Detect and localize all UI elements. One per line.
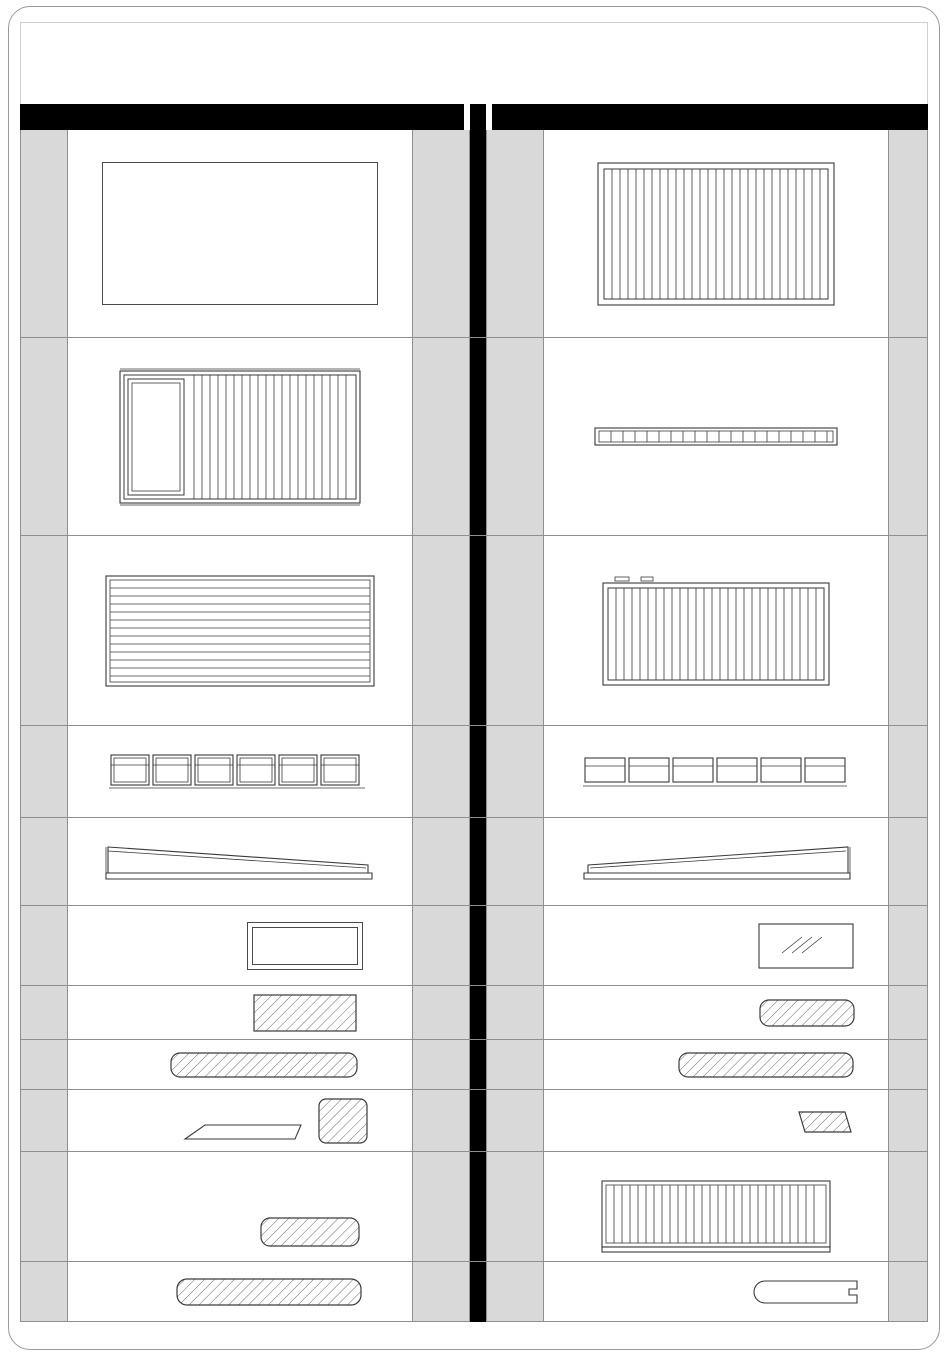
catalog-table (20, 22, 928, 1322)
row-code-cell (412, 1040, 470, 1089)
figure-cell-left (68, 1262, 412, 1322)
figure-cell-right (544, 338, 888, 535)
binding-spine (470, 818, 486, 905)
row-index-cell-right (486, 986, 544, 1039)
binding-spine (470, 1090, 486, 1151)
header-left-figure (68, 104, 406, 130)
figure-cell-right (544, 1040, 888, 1089)
figure-cell-left (68, 536, 412, 725)
row-code-cell-right (888, 1090, 928, 1151)
row-code-cell (412, 818, 470, 905)
segmented-module-strip-six (109, 751, 371, 793)
row-index-cell-right (486, 906, 544, 985)
row-code-cell-right (888, 726, 928, 817)
table-header-row (20, 104, 928, 130)
row-index-cell (20, 906, 68, 985)
vertical-slat-grille-panel (596, 161, 836, 307)
binding-spine (470, 1262, 486, 1322)
row-index-cell (20, 818, 68, 905)
table-row (20, 130, 928, 338)
row-code-cell (412, 726, 470, 817)
figure-cell-left (68, 818, 412, 905)
row-code-cell-right (888, 130, 928, 337)
figure-cell-left (68, 726, 412, 817)
binding-spine (470, 906, 486, 985)
trapezoid-plus-hatched-square (177, 1095, 373, 1147)
binding-spine (470, 986, 486, 1039)
table-row (20, 818, 928, 906)
table-row (20, 1152, 928, 1262)
figure-cell-right (544, 906, 888, 985)
row-index-cell (20, 1040, 68, 1089)
binding-spine (470, 130, 486, 337)
binding-spine (470, 536, 486, 725)
hatched-rectangle (253, 994, 357, 1032)
hatched-rounded-block (260, 1217, 360, 1247)
catalog-rows (20, 130, 928, 1322)
row-index-cell-right (486, 536, 544, 725)
figure-cell-left (68, 1040, 412, 1089)
hatched-long-pill (170, 1052, 358, 1078)
row-code-cell-right (888, 818, 928, 905)
figure-cell-left (68, 906, 412, 985)
row-code-cell-right (888, 338, 928, 535)
header-right-index (492, 104, 550, 130)
row-index-cell-right (486, 338, 544, 535)
binding-spine (470, 1040, 486, 1089)
vertical-slat-panel-with-vents (601, 573, 831, 689)
figure-cell-right (544, 1262, 888, 1322)
figure-cell-left (68, 986, 412, 1039)
row-code-cell (412, 1262, 470, 1322)
row-code-cell-right (888, 1262, 928, 1322)
row-code-cell (412, 130, 470, 337)
figure-cell-right (544, 726, 888, 817)
figure-cell-left (68, 1090, 412, 1151)
figure-cell-right (544, 536, 888, 725)
small-double-frame-rectangle (247, 922, 363, 970)
header-left-index (20, 104, 68, 130)
header-spine (470, 104, 486, 130)
figure-cell-left (68, 130, 412, 337)
tall-vertical-slat-grille (600, 1179, 832, 1255)
figure-cell-left (68, 338, 412, 535)
figure-cell-right (544, 986, 888, 1039)
row-index-cell-right (486, 1090, 544, 1151)
row-code-cell (412, 338, 470, 535)
tapered-wedge-profile-left (104, 839, 376, 885)
hatched-rounded-pill-small (759, 999, 855, 1027)
row-code-cell-right (888, 536, 928, 725)
row-index-cell (20, 1262, 68, 1322)
figure-cell-right (544, 1152, 888, 1261)
thin-horizontal-louver-strip (593, 424, 839, 450)
figure-cell-right (544, 1090, 888, 1151)
table-row (20, 726, 928, 818)
row-code-cell (412, 1090, 470, 1151)
binding-spine (470, 1152, 486, 1261)
plain-rectangle-panel (102, 162, 378, 305)
row-code-cell (412, 1152, 470, 1261)
hatched-long-pill-right (678, 1052, 854, 1078)
row-index-cell (20, 726, 68, 817)
row-index-cell (20, 130, 68, 337)
figure-cell-left (68, 1152, 412, 1261)
small-hatched-parallelogram (797, 1108, 853, 1134)
table-row (20, 536, 928, 726)
hatched-wide-pill (176, 1278, 362, 1306)
header-left-code (406, 104, 464, 130)
row-index-cell-right (486, 1152, 544, 1261)
table-row (20, 1040, 928, 1090)
glass-pane-with-reflection-lines (758, 923, 854, 969)
header-right-code (888, 104, 928, 130)
tapered-wedge-profile-right (580, 839, 852, 885)
row-index-cell-right (486, 818, 544, 905)
row-index-cell (20, 1152, 68, 1261)
binding-spine (470, 726, 486, 817)
table-row (20, 906, 928, 986)
table-row (20, 1090, 928, 1152)
figure-cell-right (544, 130, 888, 337)
row-index-cell-right (486, 130, 544, 337)
table-row (20, 338, 928, 536)
notched-rounded-outline-bar (753, 1277, 863, 1307)
figure-cell-right (544, 818, 888, 905)
row-code-cell-right (888, 1040, 928, 1089)
horizontal-louver-panel (104, 574, 376, 688)
header-right-figure (550, 104, 888, 130)
row-code-cell (412, 906, 470, 985)
row-index-cell-right (486, 1040, 544, 1089)
title-band (20, 22, 928, 104)
row-code-cell-right (888, 906, 928, 985)
row-code-cell (412, 986, 470, 1039)
row-index-cell (20, 536, 68, 725)
table-row (20, 986, 928, 1040)
framed-panel-with-vertical-slats (118, 363, 362, 511)
table-row (20, 1262, 928, 1322)
row-index-cell-right (486, 726, 544, 817)
segmented-module-strip-six-right (583, 752, 849, 792)
row-code-cell (412, 536, 470, 725)
row-index-cell (20, 1090, 68, 1151)
row-index-cell-right (486, 1262, 544, 1322)
row-index-cell (20, 986, 68, 1039)
row-code-cell-right (888, 1152, 928, 1261)
row-code-cell-right (888, 986, 928, 1039)
row-index-cell (20, 338, 68, 535)
binding-spine (470, 338, 486, 535)
